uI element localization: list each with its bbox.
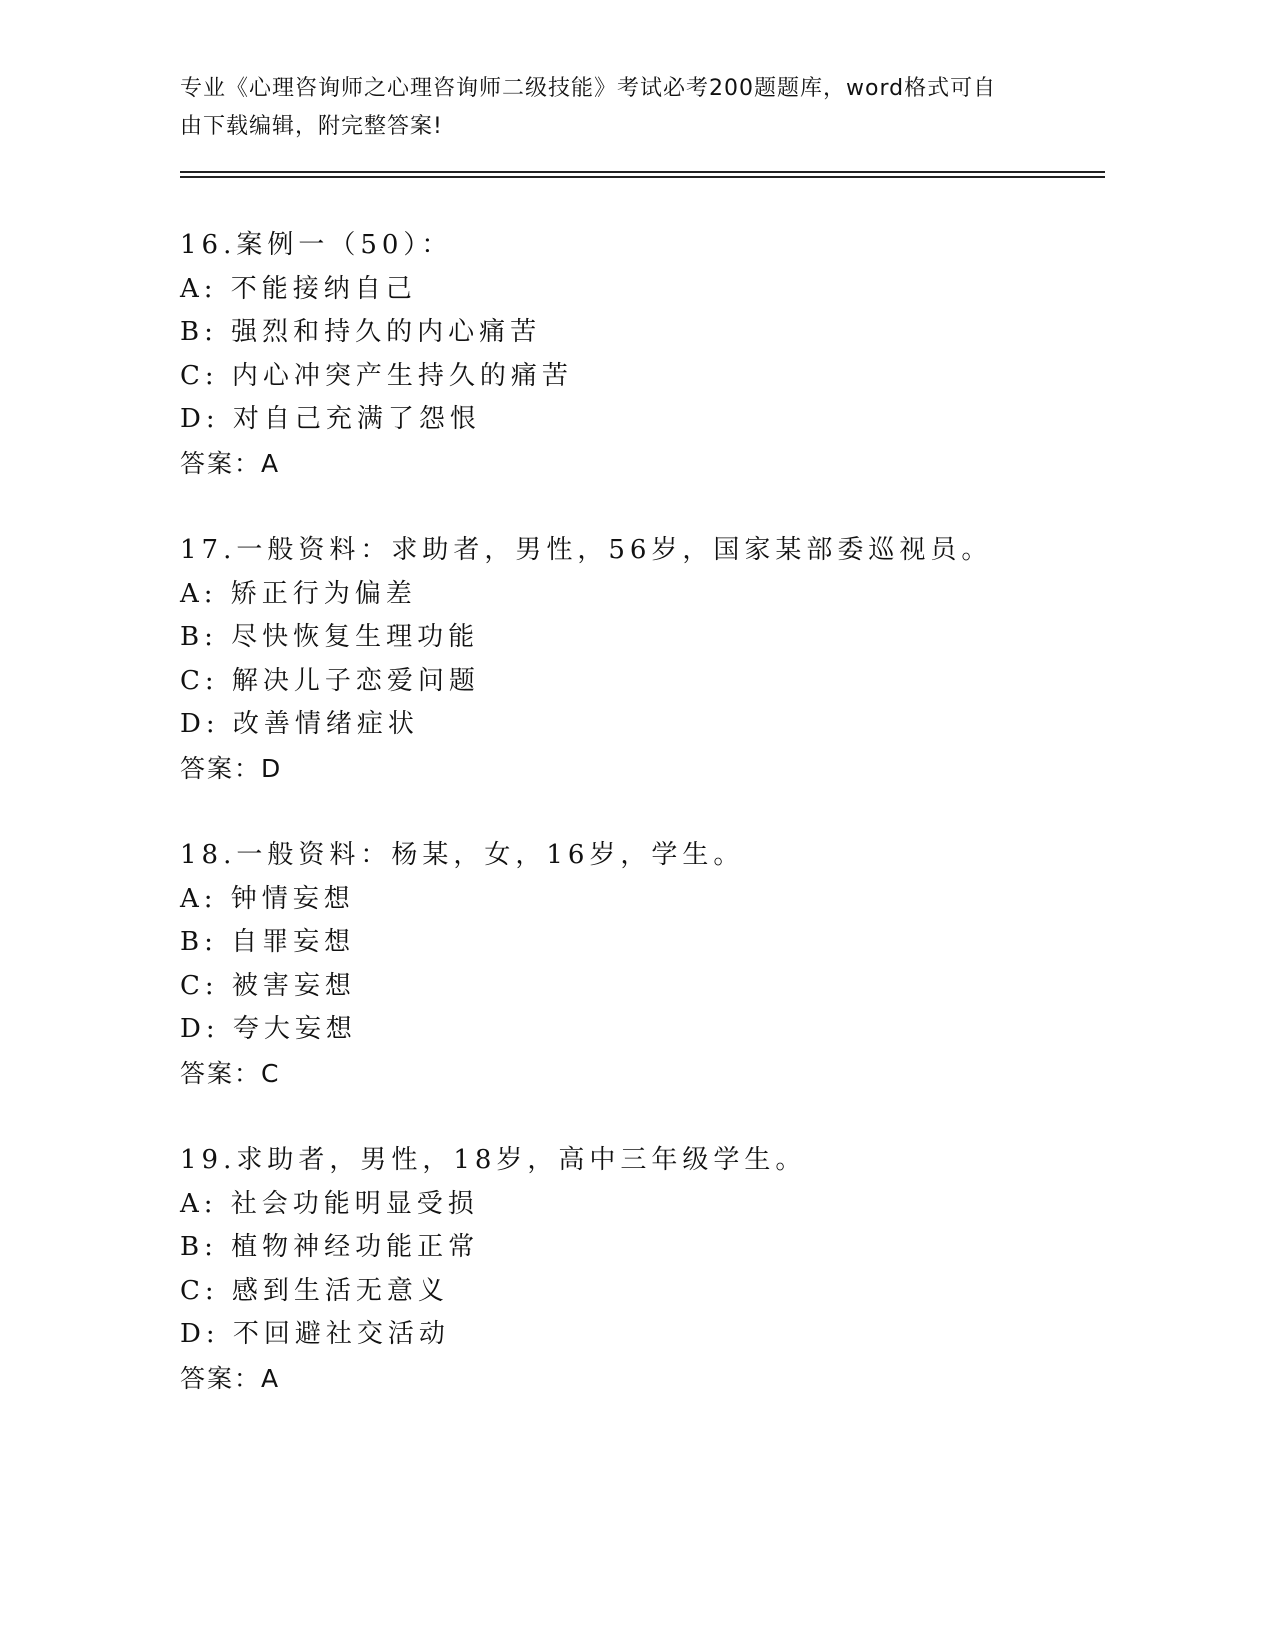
question-16: [180, 224, 1080, 485]
header-divider-bottom: [180, 176, 1105, 178]
option-b: B: 植物神经功能正常: [180, 1232, 480, 1262]
option-a: A: 不能接纳自己: [180, 273, 417, 304]
header-line-2: 由下载编辑，附完整答案!: [180, 114, 443, 139]
question-title: 18.一般资料：杨某，女，16岁，学生。: [180, 840, 745, 870]
question-title: 16.案例一（50）：: [180, 230, 453, 260]
option-a: A: 矫正行为偏差: [180, 578, 417, 609]
question-title: 17.一般资料：求助者，男性，56岁，国家某部委巡视员。: [180, 535, 993, 565]
option-a: A: 钟情妄想: [180, 883, 355, 914]
question-19: [180, 1139, 1080, 1400]
option-d: D: 改善情绪症状: [180, 709, 419, 739]
option-c: C: 内心冲突产生持久的痛苦: [180, 360, 573, 391]
option-c: C: 感到生活无意义: [180, 1275, 449, 1306]
option-d: D: 对自己充满了怨恨: [180, 404, 481, 434]
option-a: A: 社会功能明显受损: [180, 1188, 479, 1219]
document-header: [180, 70, 1060, 146]
header-line-1: 专业《心理咨询师之心理咨询师二级技能》考试必考200题题库，word格式可自: [180, 76, 997, 101]
answer-label: 答案：A: [180, 1363, 281, 1393]
answer-label: 答案：D: [180, 753, 283, 783]
option-c: C: 解决儿子恋爱问题: [180, 665, 480, 696]
answer-label: 答案：A: [180, 448, 281, 478]
option-c: C: 被害妄想: [180, 970, 356, 1001]
answer-label: 答案：C: [180, 1058, 281, 1088]
option-d: D: 不回避社交活动: [180, 1319, 450, 1349]
option-b: B: 强烈和持久的内心痛苦: [180, 317, 542, 347]
question-title: 19.求助者，男性，18岁，高中三年级学生。: [180, 1145, 807, 1175]
question-18: [180, 834, 1080, 1095]
option-b: B: 尽快恢复生理功能: [180, 622, 480, 652]
question-17: [180, 529, 1080, 790]
option-b: B: 自罪妄想: [180, 927, 356, 957]
header-divider-top: [180, 171, 1105, 173]
option-d: D: 夸大妄想: [180, 1014, 357, 1044]
